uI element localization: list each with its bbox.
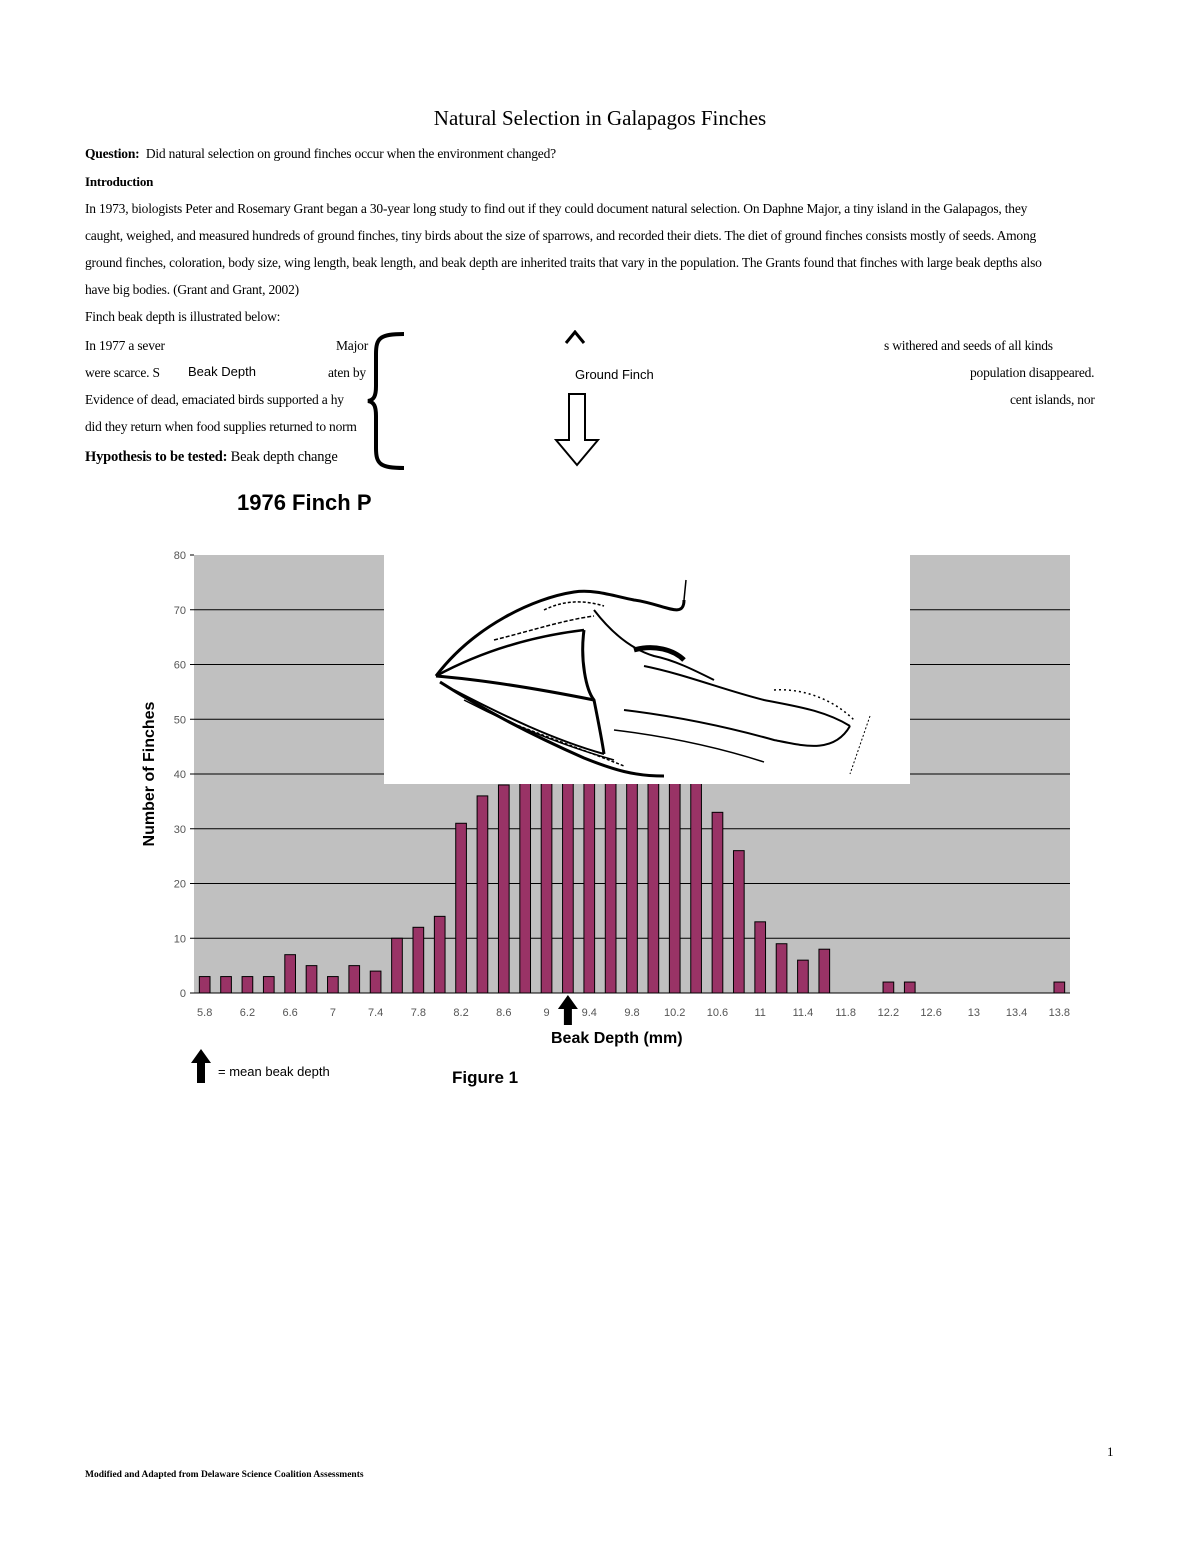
mean-arrow-icon	[190, 1048, 212, 1084]
x-tick-label: 9	[543, 1007, 550, 1019]
bar	[798, 960, 809, 993]
x-tick-label: 10.6	[706, 1007, 729, 1019]
bar	[563, 774, 574, 993]
x-axis-label: Beak Depth (mm)	[551, 1030, 683, 1047]
bar	[349, 966, 360, 993]
bar	[285, 955, 296, 993]
bar	[242, 977, 253, 993]
x-tick-label: 13	[967, 1007, 980, 1019]
x-tick-label: 11	[754, 1007, 766, 1019]
bar	[904, 982, 915, 993]
x-tick-label: 7.8	[410, 1007, 426, 1019]
bar	[392, 938, 403, 993]
drought-fragment: Major	[336, 338, 368, 353]
y-axis-label: Number of Finches	[141, 701, 158, 847]
x-tick-label: 10.2	[664, 1007, 686, 1019]
illustrated-text: Finch beak depth is illustrated below:	[85, 309, 281, 324]
intro-line: ground finches, coloration, body size, wing length, beak length, and beak depth are inherited traits that vary in the population. The Grants found that finches with large beak depths also	[85, 255, 1042, 270]
question-line	[85, 146, 556, 162]
document-title: Natural Selection in Galapagos Finches	[433, 106, 767, 130]
drought-fragment: Evidence of dead, emaciated birds supported a hy	[85, 392, 344, 407]
bar	[819, 949, 830, 993]
x-tick-label: 7	[329, 1007, 336, 1019]
x-tick-label: 11.8	[835, 1007, 856, 1019]
bar	[776, 944, 787, 993]
drought-fragment: were scarce. S	[85, 365, 160, 380]
x-tick-label: 5.8	[197, 1007, 213, 1019]
bar	[221, 977, 232, 993]
bar	[328, 977, 339, 993]
bar	[669, 774, 680, 993]
y-tick-label: 50	[173, 714, 186, 727]
bar	[541, 774, 552, 993]
x-tick-label: 6.2	[239, 1007, 256, 1019]
y-tick-label: 40	[173, 769, 186, 781]
intro-line: have big bodies. (Grant and Grant, 2002)	[85, 282, 299, 297]
drought-fragment: population disappeared.	[970, 365, 1095, 380]
bar	[456, 823, 467, 993]
bar	[370, 971, 381, 993]
bar	[883, 982, 894, 993]
figure-caption: Figure 1	[452, 1068, 519, 1087]
bar	[498, 785, 509, 993]
drought-fragment: In 1977 a sever	[85, 338, 165, 353]
down-arrow-icon	[554, 392, 600, 468]
y-tick-label: 10	[173, 933, 186, 946]
bar	[413, 927, 424, 993]
intro-line: In 1973, biologists Peter and Rosemary Grant began a 30-year long study to find out if they could document natural selection. On Daphne Major, a tiny island in the Galapagos, they	[85, 201, 1028, 216]
x-tick-label: 6.6	[282, 1007, 298, 1019]
mean-arrow-icon	[558, 995, 578, 1025]
x-tick-label: 13.8	[1048, 1007, 1071, 1019]
hypothesis-label: Hypothesis to be tested:	[85, 449, 228, 465]
bar	[733, 851, 744, 993]
bar	[691, 774, 702, 993]
y-tick-label: 30	[173, 823, 186, 836]
finch-head-illustration	[384, 540, 910, 784]
x-tick-label: 8.2	[453, 1007, 469, 1019]
x-tick-label: 12.6	[920, 1007, 942, 1019]
bar	[477, 796, 488, 993]
bar	[584, 774, 595, 993]
bar	[306, 966, 317, 993]
curly-brace-icon	[366, 330, 408, 472]
y-tick-label: 80	[173, 550, 186, 562]
page-number: 1	[1107, 1444, 1114, 1459]
bar	[263, 977, 274, 993]
x-tick-label: 9.8	[624, 1007, 640, 1019]
bar	[627, 774, 638, 993]
legend-text: = mean beak depth	[218, 1064, 330, 1079]
x-tick-label: 9.4	[581, 1007, 597, 1019]
question-label: Question:	[85, 146, 140, 161]
x-tick-label: 12.2	[877, 1007, 900, 1019]
bar	[520, 774, 531, 993]
hypothesis-line	[85, 449, 338, 466]
x-tick-label: 11.4	[792, 1007, 814, 1019]
drought-fragment: s withered and seeds of all kinds	[884, 338, 1053, 353]
bar	[434, 916, 445, 993]
question-text: Did natural selection on ground finches occur when the environment changed?	[145, 146, 556, 161]
intro-line: caught, weighed, and measured hundreds of ground finches, tiny birds about the size of sparrows, and recorded their diets. The diet of ground finches consists mostly of seeds. Among	[85, 228, 1037, 243]
drought-fragment: did they return when food supplies returned to norm	[85, 419, 357, 434]
x-tick-label: 13.4	[1005, 1007, 1028, 1019]
chart-title: 1976 Finch P	[237, 490, 372, 515]
bar	[605, 774, 616, 993]
bar	[199, 977, 210, 993]
hypothesis-text: Beak depth change	[230, 449, 338, 465]
y-tick-label: 20	[173, 878, 186, 891]
y-tick-label: 0	[179, 988, 186, 1000]
ground-finch-label: Ground Finch	[575, 367, 654, 382]
bar	[755, 922, 766, 993]
drought-fragment: cent islands, nor	[1010, 392, 1095, 407]
y-tick-label: 70	[173, 604, 186, 617]
x-tick-label: 7.4	[367, 1007, 384, 1019]
pointer-caret-icon	[564, 330, 586, 344]
mean-legend	[190, 1048, 330, 1087]
bar	[712, 812, 723, 993]
beak-depth-label: Beak Depth	[184, 362, 260, 381]
drought-fragment: aten by	[328, 365, 366, 380]
bar	[648, 774, 659, 993]
intro-heading: Introduction	[85, 174, 154, 189]
footer-credit: Modified and Adapted from Delaware Science Coalition Assessments	[85, 1470, 364, 1480]
y-tick-label: 60	[173, 659, 186, 672]
x-tick-label: 8.6	[496, 1007, 512, 1019]
bar	[1054, 982, 1065, 993]
